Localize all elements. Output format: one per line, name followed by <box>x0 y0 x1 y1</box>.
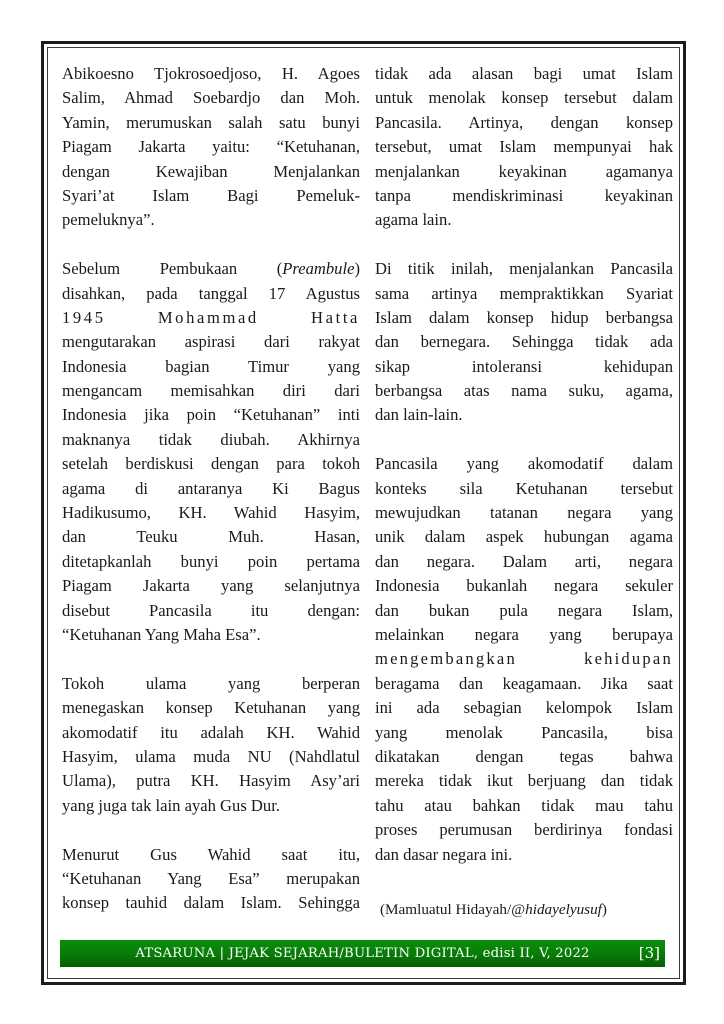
paragraph-pancasila-akomodatif <box>375 452 673 867</box>
text-line: Tokoh ulama yang berperan <box>62 673 360 693</box>
text-line: dikatakan dengan tegas bahwa <box>375 746 673 766</box>
text-line: menegaskan konsep Ketuhanan yang <box>62 698 360 718</box>
text-line: Indonesia jika poin “Ketuhanan” inti <box>62 405 360 425</box>
text-line: Islam dalam konsep hidup berbangsa <box>375 307 673 327</box>
text-line: dan dasar negara ini. <box>375 844 513 864</box>
text-line: dan lain-lain. <box>375 405 463 425</box>
text-line: dan bernegara. Sehingga tidak ada <box>375 332 673 352</box>
text-line: setelah berdiskusi dengan para tokoh <box>62 454 360 474</box>
author-signature <box>380 899 607 921</box>
text-line: Ulama), putra KH. Hasyim Asy’ari <box>62 771 360 791</box>
text-line: ditetapkanlah bunyi poin pertama <box>62 551 360 571</box>
text-line: dan bukan pula negara Islam, <box>375 600 673 620</box>
text-line: menjalankan keyakinan agamanya <box>375 161 673 181</box>
text-line: sama artinya mempraktikkan Syariat <box>375 283 673 303</box>
page-number: [3] <box>638 944 660 962</box>
text-line: Indonesia bagian Timur yang <box>62 356 360 376</box>
text-line: sikap intoleransi kehidupan <box>375 356 673 376</box>
text-line: yang juga tak lain ayah Gus Dur. <box>62 795 280 815</box>
text-line: tersebut, umat Islam mempunyai hak <box>375 137 673 157</box>
text-line: mengembangkan kehidupan <box>375 649 673 669</box>
text-segment: Sebelum Pembukaan ( <box>62 259 283 279</box>
text-line: Hadikusumo, KH. Wahid Hasyim, <box>62 503 360 523</box>
text-line: maknanya tidak diubah. Akhirnya <box>62 429 360 449</box>
text-line: dengan Kewajiban Menjalankan <box>62 161 360 181</box>
paragraph-gus-wahid <box>62 843 360 916</box>
text-line: tahu atau bahkan tidak mau tahu <box>375 795 673 815</box>
signature-close: ) <box>601 901 607 918</box>
text-line: Yamin, merumuskan salah satu bunyi <box>62 112 360 132</box>
paragraph-preambule <box>62 257 360 647</box>
footer-publication-info: ATSARUNA | JEJAK SEJARAH/BULETIN DIGITAL, edisi II, V, 2022 <box>135 946 590 961</box>
text-line: Abikoesno Tjokrosoedjoso, H. Agoes <box>62 64 360 83</box>
text-line: Di titik inilah, menjalankan Pancasila <box>375 259 673 279</box>
text-line: 1945 Mohammad Hatta <box>62 307 360 327</box>
text-line: mereka tidak ikut berjuang dan tidak <box>375 771 673 791</box>
text-line: mengancam memisahkan diri dari <box>62 381 360 401</box>
right-column <box>375 62 673 867</box>
text-line: melainkan negara yang berupaya <box>375 624 673 644</box>
text-line: Piagam Jakarta yaitu: “Ketuhanan, <box>62 137 360 157</box>
text-segment: ) <box>354 259 360 279</box>
paragraph-titik-inilah <box>375 257 673 428</box>
text-line: yang menolak Pancasila, bisa <box>375 722 673 742</box>
text-line: disahkan, pada tanggal 17 Agustus <box>62 283 360 303</box>
author-handle: @hidayelyusuf <box>511 901 602 918</box>
text-line: untuk menolak konsep tersebut dalam <box>375 88 673 108</box>
text-line: berbangsa atas nama suku, agama, <box>375 381 673 401</box>
text-line: mengutarakan aspirasi dari rakyat <box>62 332 360 352</box>
text-line: mewujudkan tatanan negara yang <box>375 503 673 523</box>
text-line: Salim, Ahmad Soebardjo dan Moh. <box>62 88 360 108</box>
text-line: disebut Pancasila itu dengan: <box>62 600 360 620</box>
text-line: Pancasila yang akomodatif dalam <box>375 454 673 474</box>
text-line: akomodatif itu adalah KH. Wahid <box>62 722 360 742</box>
text-line: agama lain. <box>375 210 452 230</box>
text-line: tanpa mendiskriminasi keyakinan <box>375 185 673 205</box>
text-line: konsep tauhid dalam Islam. Sehingga <box>62 893 360 913</box>
text-line: dan negara. Dalam arti, negara <box>375 551 673 571</box>
text-line: tidak ada alasan bagi umat Islam <box>375 64 673 83</box>
text-line: agama di antaranya Ki Bagus <box>62 478 360 498</box>
paragraph-piagam-jakarta <box>62 62 360 233</box>
text-line: Piagam Jakarta yang selanjutnya <box>62 576 360 596</box>
text-line: ini ada sebagian kelompok Islam <box>375 698 673 718</box>
text-line: “Ketuhanan Yang Esa” merupakan <box>62 868 360 888</box>
italic-term: Preambule <box>282 259 355 279</box>
text-line: Menurut Gus Wahid saat itu, <box>62 844 360 864</box>
text-line: Hasyim, ulama muda NU (Nahdlatul <box>62 746 360 766</box>
left-column <box>62 62 360 916</box>
text-line: unik dalam aspek hubungan agama <box>375 527 673 547</box>
paragraph-tokoh-ulama <box>62 672 360 818</box>
author-name: (Mamluatul Hidayah/ <box>380 901 512 918</box>
text-line: pemeluknya”. <box>62 210 155 230</box>
text-line: Syari’at Islam Bagi Pemeluk- <box>62 185 360 205</box>
text-line <box>62 257 360 281</box>
text-line: “Ketuhanan Yang Maha Esa”. <box>62 624 261 644</box>
text-line: Pancasila. Artinya, dengan konsep <box>375 112 673 132</box>
footer-bar <box>60 940 665 967</box>
text-line: proses perumusan berdirinya fondasi <box>375 820 673 840</box>
text-line: dan Teuku Muh. Hasan, <box>62 527 360 547</box>
text-line: beragama dan keagamaan. Jika saat <box>375 673 673 693</box>
text-line: konteks sila Ketuhanan tersebut <box>375 478 673 498</box>
paragraph-alasan <box>375 62 673 233</box>
text-line: Indonesia bukanlah negara sekuler <box>375 576 673 596</box>
